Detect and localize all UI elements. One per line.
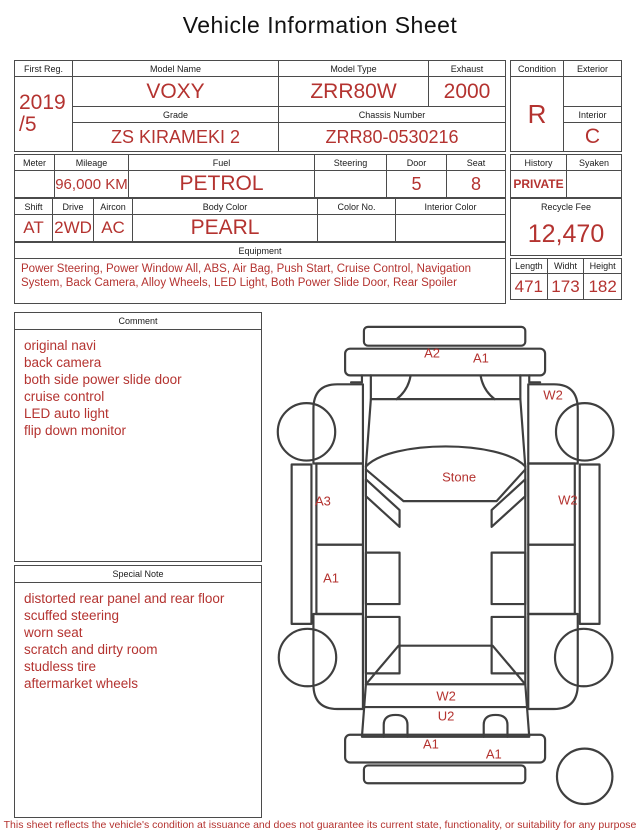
comment-box: [14, 312, 262, 562]
door-label: Door: [387, 155, 447, 171]
damage-marker-layer: [270, 315, 640, 810]
aircon-label: Aircon: [94, 199, 133, 215]
special-note-label: Special Note: [15, 566, 261, 583]
model-name-value: VOXY: [73, 77, 279, 107]
length-value: 471: [511, 274, 548, 299]
equipment-box: [14, 242, 506, 304]
exhaust-value: 2000: [429, 77, 505, 107]
special-note-lines: [15, 583, 261, 817]
specs-table-2: [14, 198, 506, 242]
first-reg-cell: [15, 61, 73, 151]
specs-table-1: [14, 154, 506, 198]
color-no-label: Color No.: [318, 199, 396, 215]
aircon-value: AC: [94, 215, 133, 241]
page-title: Vehicle Information Sheet: [182, 12, 458, 38]
damage-marker-a2: A2: [424, 345, 440, 361]
body-color-value: PEARL: [133, 215, 318, 241]
body-color-label: Body Color: [133, 199, 318, 215]
damage-marker-a1: A1: [422, 736, 439, 752]
seat-label: Seat: [447, 155, 505, 171]
damage-marker-stone: Stone: [442, 469, 477, 485]
steering-value: [315, 171, 387, 197]
exterior-grade: [564, 77, 621, 107]
height-label: Height: [584, 259, 621, 274]
note-line: studless tire: [24, 659, 97, 674]
model-name-label: Model Name: [73, 61, 279, 77]
door-value: 5: [387, 171, 447, 197]
note-line: flip down monitor: [24, 423, 127, 438]
length-label: Length: [511, 259, 548, 274]
meter-label: Meter: [15, 155, 55, 171]
damage-marker-w2: W2: [436, 688, 456, 704]
damage-marker-w2: W2: [543, 387, 563, 403]
fuel-label: Fuel: [129, 155, 315, 171]
disclaimer-text: This sheet reflects the vehicle's condition at issuance and does not guarantee its current state, functionality, or suitability for any purpose: [3, 819, 637, 831]
width-value: 173: [548, 274, 585, 299]
interior-color-value: [396, 215, 505, 241]
history-table: [510, 154, 622, 198]
note-line: scratch and dirty room: [24, 642, 158, 657]
recycle-fee-value: 12,470: [527, 220, 605, 248]
history-value: PRIVATE: [511, 171, 567, 197]
damage-marker-w2: W2: [558, 492, 578, 508]
first-reg-label: First Reg.: [15, 61, 72, 77]
interior-color-label: Interior Color: [396, 199, 505, 215]
mileage-value: 96,000 KM: [55, 171, 129, 197]
note-line: aftermarket wheels: [24, 676, 139, 691]
note-line: worn seat: [24, 625, 83, 640]
steering-label: Steering: [315, 155, 387, 171]
damage-marker-a1: A1: [323, 570, 339, 586]
note-line: back camera: [24, 355, 102, 370]
car-damage-diagram: [270, 315, 640, 810]
width-label: Widht: [548, 259, 585, 274]
condition-table: [510, 60, 622, 152]
shift-label: Shift: [15, 199, 53, 215]
note-line: LED auto light: [24, 406, 109, 421]
comment-lines: [15, 330, 261, 561]
model-type-label: Model Type: [279, 61, 429, 77]
exhaust-label: Exhaust: [429, 61, 505, 77]
damage-marker-a3: A3: [314, 493, 331, 509]
special-note-box: [14, 565, 262, 818]
exterior-label: Exterior: [564, 61, 621, 77]
chassis-number-value: ZRR80-0530216: [325, 126, 459, 147]
equipment-text: Power Steering, Power Window All, ABS, Air Bag, Push Start, Cruise Control, Navigation System, Back Camera, Alloy Wheels, LED Light, Both Power Slide Door, Rear Spoiler: [21, 263, 471, 290]
drive-value: 2WD: [53, 215, 94, 241]
seat-value: 8: [470, 173, 481, 194]
condition-cell: [511, 61, 564, 151]
condition-grade: R: [527, 98, 547, 129]
fuel-value: PETROL: [129, 171, 315, 197]
note-line: scuffed steering: [24, 608, 120, 623]
note-line: original navi: [24, 338, 97, 353]
history-label: History: [511, 155, 567, 171]
mileage-label: Mileage: [55, 155, 129, 171]
equipment-label: Equipment: [15, 243, 505, 259]
first-reg-year: 2019: [19, 90, 66, 114]
meter-value: [15, 171, 55, 197]
first-reg-month: /5: [19, 113, 37, 136]
damage-marker-a1: A1: [472, 350, 489, 366]
color-no-value: [318, 215, 396, 241]
syaken-value: [567, 171, 621, 197]
dimensions-table: [510, 258, 622, 300]
damage-marker-u2: U2: [437, 708, 455, 724]
damage-marker-a1: A1: [485, 746, 502, 762]
recycle-fee-label: Recycle Fee: [540, 201, 592, 212]
note-line: both side power slide door: [24, 372, 182, 387]
syaken-label: Syaken: [567, 155, 621, 171]
first-reg-value: [15, 77, 72, 151]
shift-value: AT: [15, 215, 53, 241]
height-value: 182: [588, 276, 617, 296]
recycle-fee-box: [510, 198, 622, 256]
note-line: distorted rear panel and rear floor: [24, 591, 225, 606]
drive-label: Drive: [53, 199, 94, 215]
comment-label: Comment: [15, 313, 261, 330]
vehicle-identity-table: [14, 60, 506, 152]
chassis-number-label: Chassis Number: [279, 107, 505, 123]
note-line: cruise control: [24, 389, 105, 404]
interior-grade: C: [584, 125, 601, 148]
grade-label: Grade: [73, 107, 279, 123]
grade-value: ZS KIRAMEKI 2: [73, 123, 279, 151]
interior-label: Interior: [564, 107, 621, 123]
condition-label: Condition: [511, 61, 563, 77]
model-type-value: ZRR80W: [279, 77, 429, 107]
